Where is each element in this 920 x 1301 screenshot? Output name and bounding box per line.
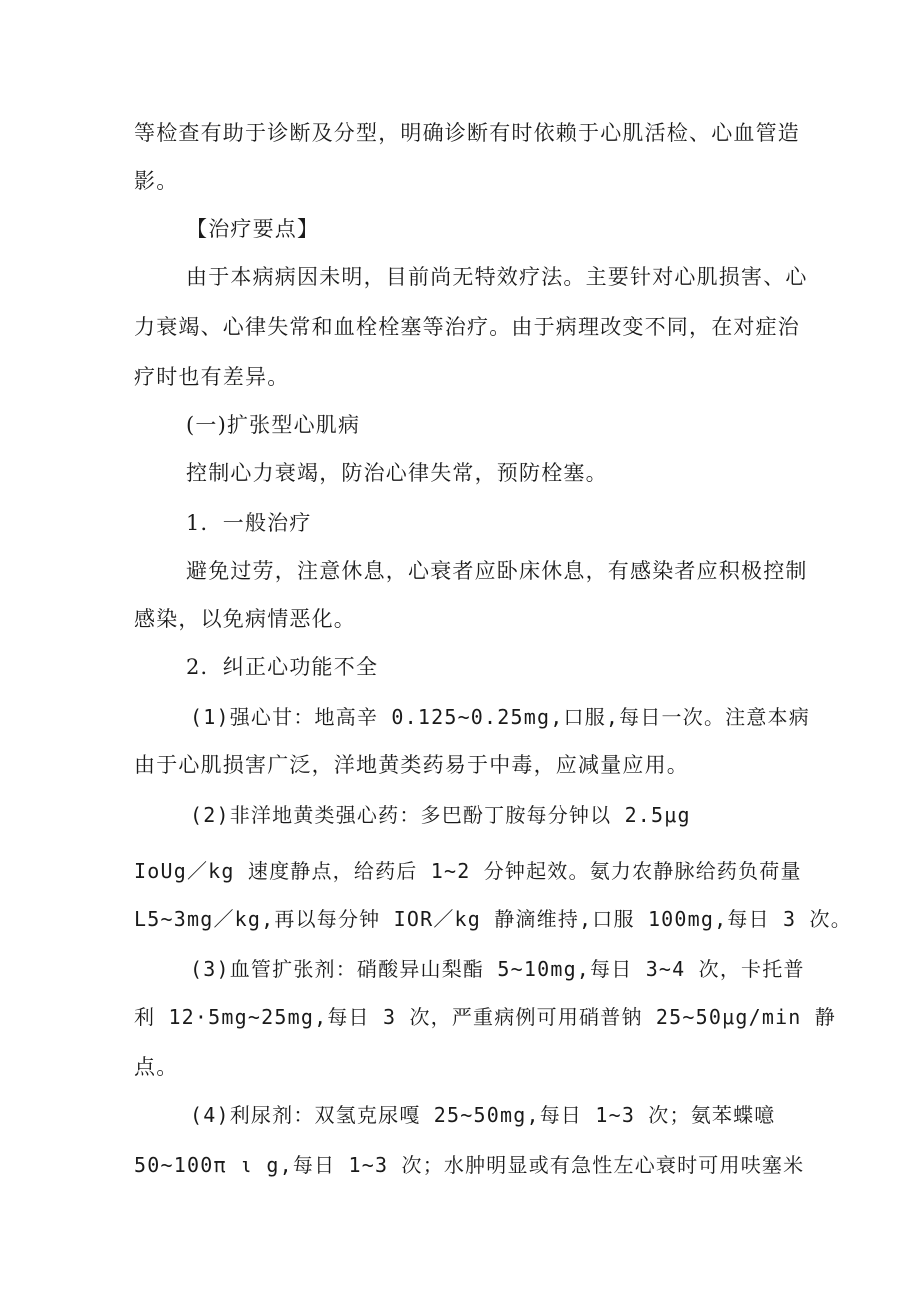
paragraph-line: L5~3mg／kg,再以每分钟 IOR／kg 静滴维持,口服 100mg,每日 3 次。 <box>134 907 852 931</box>
list-item-heading: 2．纠正心功能不全 <box>186 655 379 679</box>
paragraph-line: 避免过劳，注意休息，心衰者应卧床休息，有感染者应积极控制 <box>186 559 808 583</box>
paragraph-line: 疗时也有差异。 <box>134 365 290 389</box>
paragraph-line: 由于本病病因未明，目前尚无特效疗法。主要针对心肌损害、心 <box>186 265 808 289</box>
paragraph-line: (1)强心甘：地高辛 0.125~0.25mg,口服,每日一次。注意本病 <box>190 705 810 729</box>
paragraph-line: 50~100π ι g,每日 1~3 次；水肿明显或有急性左心衰时可用呋塞米 <box>134 1153 805 1177</box>
paragraph-line: (2)非洋地黄类强心药：多巴酚丁胺每分钟以 2.5μg <box>190 803 691 827</box>
section-heading: 【治疗要点】 <box>186 217 320 241</box>
paragraph-line: (3)血管扩张剂：硝酸异山梨酯 5~10mg,每日 3~4 次，卡托普 <box>190 957 805 981</box>
paragraph-line: 由于心肌损害广泛，洋地黄类药易于中毒，应减量应用。 <box>134 753 689 777</box>
paragraph-line: 等检查有助于诊断及分型，明确诊断有时依赖于心肌活检、心血管造 <box>134 121 800 145</box>
subsection-heading: (一)扩张型心肌病 <box>186 413 361 437</box>
paragraph-line: 利 12·5mg~25mg,每日 3 次，严重病例可用硝普钠 25~50μg/min 静 <box>134 1005 836 1029</box>
paragraph-line: IoUg／kg 速度静点，给药后 1~2 分钟起效。氨力农静脉给药负荷量 <box>134 859 802 883</box>
paragraph-line: 控制心力衰竭，防治心律失常，预防栓塞。 <box>186 461 608 485</box>
paragraph-line: 影。 <box>134 169 179 193</box>
paragraph-line: 点。 <box>134 1055 179 1079</box>
paragraph-line: 力衰竭、心律失常和血栓栓塞等治疗。由于病理改变不同，在对症治 <box>134 315 800 339</box>
paragraph-line: 感染，以免病情恶化。 <box>134 607 356 631</box>
list-item-heading: 1．一般治疗 <box>186 511 312 535</box>
paragraph-line: (4)利尿剂：双氢克尿嘎 25~50mg,每日 1~3 次；氨苯蝶噫 <box>190 1103 776 1127</box>
